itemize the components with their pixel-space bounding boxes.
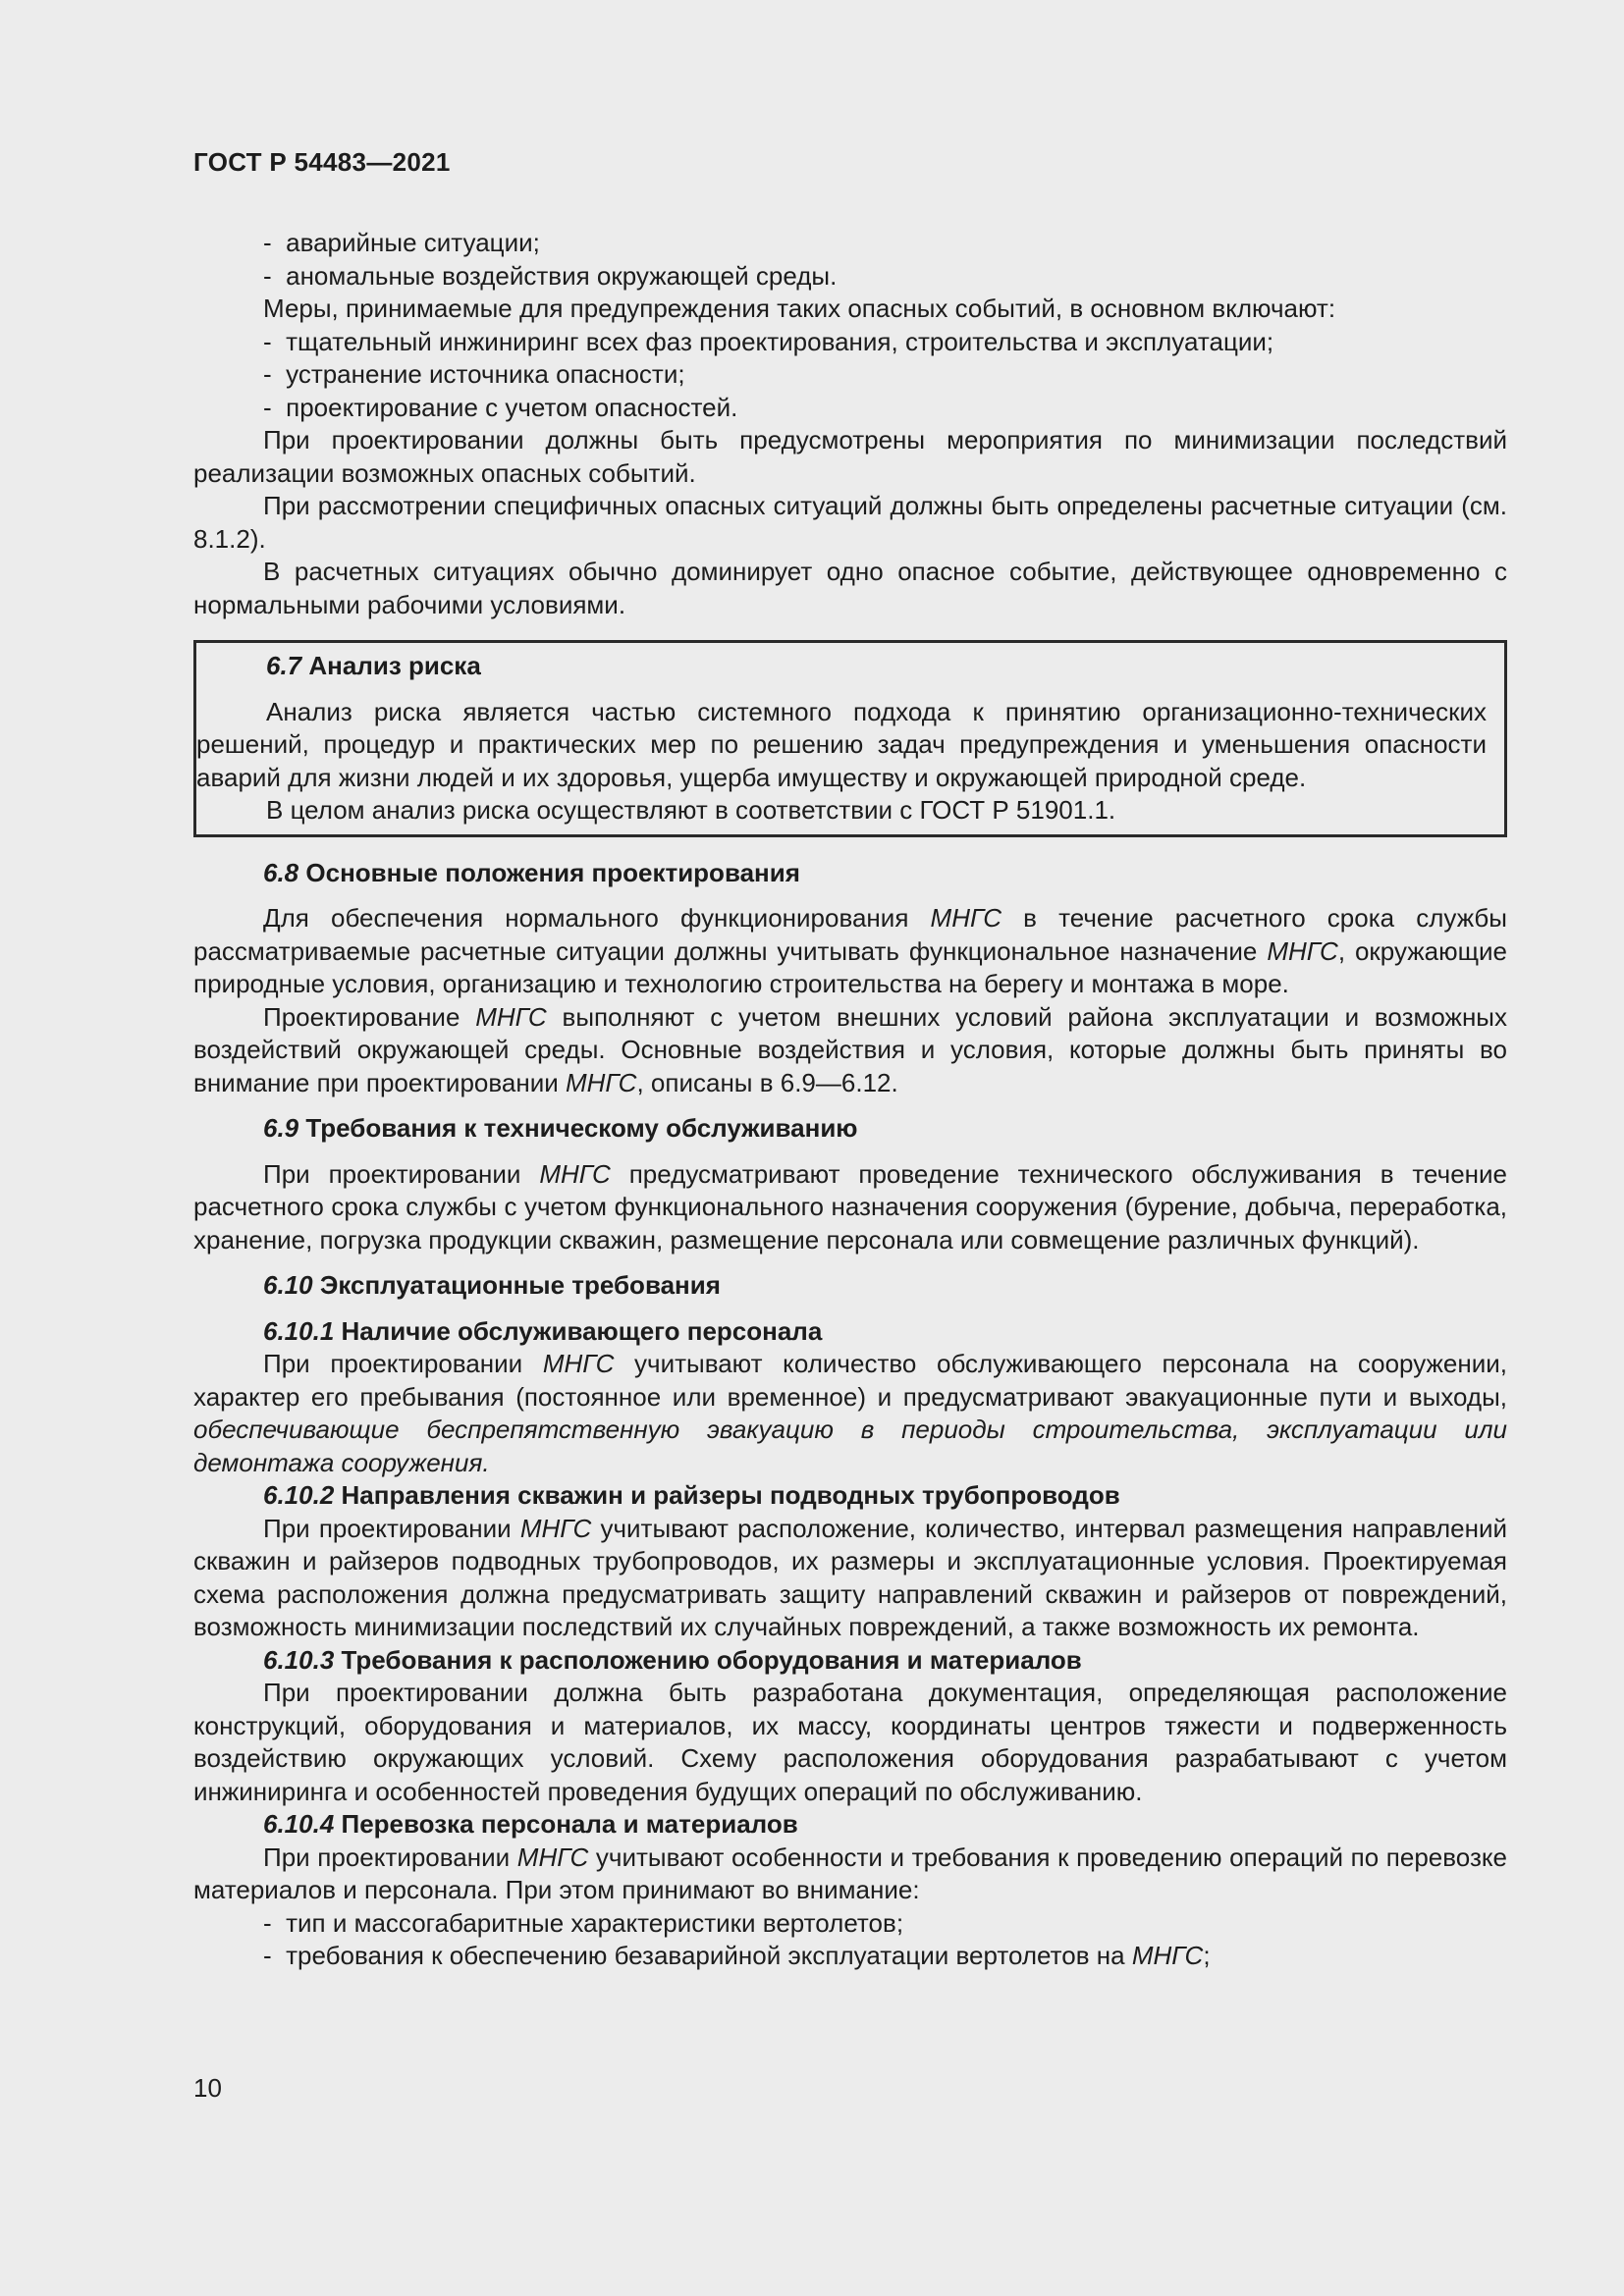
- section-title: Наличие обслуживающего персонала: [341, 1315, 823, 1346]
- section-number: 6.7: [266, 651, 302, 680]
- list-item: - аномальные воздействия окружающей среды.: [193, 260, 1507, 294]
- section-heading: [196, 650, 1487, 683]
- abbreviation: МНГС: [1131, 1941, 1204, 1970]
- paragraph: При рассмотрении специфичных опасных ситуаций должны быть определены расчетные ситуации (см. 8.1.2).: [193, 491, 1507, 554]
- document-body: [193, 227, 1507, 1973]
- paragraph: Для обеспечения нормального функционирования МНГС в течение расчетного срока службы рассматриваемые расчетные ситуации должны учитывать функциональное назначение МНГС, окружающие природные условия, организацию и технологию строительства на берегу и монтажа в море.: [193, 903, 1507, 998]
- paragraph: В целом анализ риска осуществляют в соответствии с ГОСТ Р 51901.1.: [266, 795, 1116, 825]
- list-item: - аварийные ситуации;: [193, 227, 1507, 260]
- abbreviation: МНГС: [475, 1001, 547, 1032]
- list-item: - устранение источника опасности;: [193, 358, 1507, 392]
- section-title: Требования к расположению оборудования и материалов: [341, 1644, 1082, 1675]
- section-number: 6.10.3: [263, 1644, 335, 1675]
- paragraph: При проектировании должна быть разработана документация, определяющая расположение конструкций, оборудования и материалов, их массу, координаты центров тяжести и подверженность воздействию окружающих условий. Схему расположения оборудования разрабатывают с учетом инжиниринга и особенностей проведения будущих операций по обслуживанию.: [193, 1678, 1507, 1806]
- section-title: Эксплуатационные требования: [319, 1270, 721, 1300]
- section-title: Перевозка персонала и материалов: [341, 1809, 798, 1839]
- paragraph: В расчетных ситуациях обычно доминирует одно опасное событие, действующее одновременно с нормальными рабочими условиями.: [193, 557, 1507, 619]
- list-item: - требования к обеспечению безаварийной эксплуатации вертолетов на МНГС;: [193, 1940, 1507, 1973]
- list-item: - проектирование с учетом опасностей.: [193, 392, 1507, 425]
- subsection-heading: [193, 1808, 1507, 1842]
- section-number: 6.10.4: [263, 1809, 335, 1839]
- section-heading: [193, 857, 1507, 890]
- abbreviation: МНГС: [930, 903, 1002, 933]
- paragraph: При проектировании МНГС предусматривают проведение технического обслуживания в течение расчетного срока службы с учетом функционального назначения сооружения (бурение, добыча, переработка, хранение, погрузка продукции скважин, размещение персонала или совмещение различных функций).: [193, 1158, 1507, 1255]
- paragraph: Проектирование МНГС выполняют с учетом внешних условий района эксплуатации и возможных воздействий окружающей среды. Основные воздействия и условия, которые должны быть приняты во внимание при проектировании МНГС, описаны в 6.9—6.12.: [193, 1001, 1507, 1097]
- list-item: - тщательный инжиниринг всех фаз проектирования, строительства и эксплуатации;: [193, 326, 1507, 359]
- framed-section-6-7: [193, 640, 1507, 837]
- section-number: 6.8: [263, 857, 299, 887]
- abbreviation: МНГС: [1267, 935, 1338, 966]
- section-title: Направления скважин и райзеры подводных трубопроводов: [341, 1480, 1120, 1510]
- section-number: 6.10.1: [263, 1315, 335, 1346]
- document-header: ГОСТ Р 54483—2021: [193, 147, 451, 177]
- paragraph: При проектировании МНГС учитывают особенности и требования к проведению операций по перевозке материалов и персонала. При этом принимают во внимание:: [193, 1842, 1507, 1904]
- abbreviation: МНГС: [565, 1067, 637, 1097]
- paragraph: Меры, принимаемые для предупреждения таких опасных событий, в основном включают:: [263, 294, 1336, 323]
- subsection-heading: [193, 1479, 1507, 1513]
- subsection-heading: [193, 1644, 1507, 1678]
- abbreviation: МНГС: [516, 1842, 589, 1872]
- paragraph: При проектировании должны быть предусмотрены мероприятия по минимизации последствий реализации возможных опасных событий.: [193, 425, 1507, 488]
- list-item: - тип и массогабаритные характеристики вертолетов;: [193, 1907, 1507, 1941]
- paragraph: При проектировании МНГС учитывают количество обслуживающего персонала на сооружении, характер его пребывания (постоянное или временное) и предусматривают эвакуационные пути и выходы, обеспечивающие беспрепятственную эвакуацию в периоды строительства, эксплуатации или демонтажа сооружения.: [193, 1349, 1508, 1477]
- section-number: 6.10: [263, 1270, 313, 1300]
- abbreviation: МНГС: [539, 1158, 611, 1189]
- subsection-heading: [193, 1315, 1507, 1349]
- document-page: [193, 0, 1507, 2296]
- paragraph: Анализ риска является частью системного подхода к принятию организационно-технических решений, процедур и практических мер по решению задач предупреждения и уменьшения опасности аварий для жизни людей и их здоровья, ущерба имуществу и окружающей природной среде.: [196, 696, 1487, 792]
- section-number: 6.9: [263, 1113, 299, 1143]
- section-title: Анализ риска: [308, 651, 481, 680]
- section-title: Требования к техническому обслуживанию: [305, 1113, 858, 1143]
- abbreviation: МНГС: [519, 1513, 592, 1543]
- section-number: 6.10.2: [263, 1480, 335, 1510]
- section-heading: [193, 1269, 1507, 1303]
- page-number: 10: [193, 2073, 222, 2103]
- section-heading: [193, 1112, 1507, 1146]
- paragraph: При проектировании МНГС учитывают расположение, количество, интервал размещения направлений скважин и райзеров подводных трубопроводов, их размеры и эксплуатационные условия. Проектируемая схема расположения должна предусматривать защиту направлений скважин и райзеров от повреждений, возможность минимизации последствий их случайных повреждений, а также возможность их ремонта.: [193, 1513, 1508, 1641]
- abbreviation: МНГС: [542, 1349, 615, 1378]
- section-title: Основные положения проектирования: [305, 857, 800, 887]
